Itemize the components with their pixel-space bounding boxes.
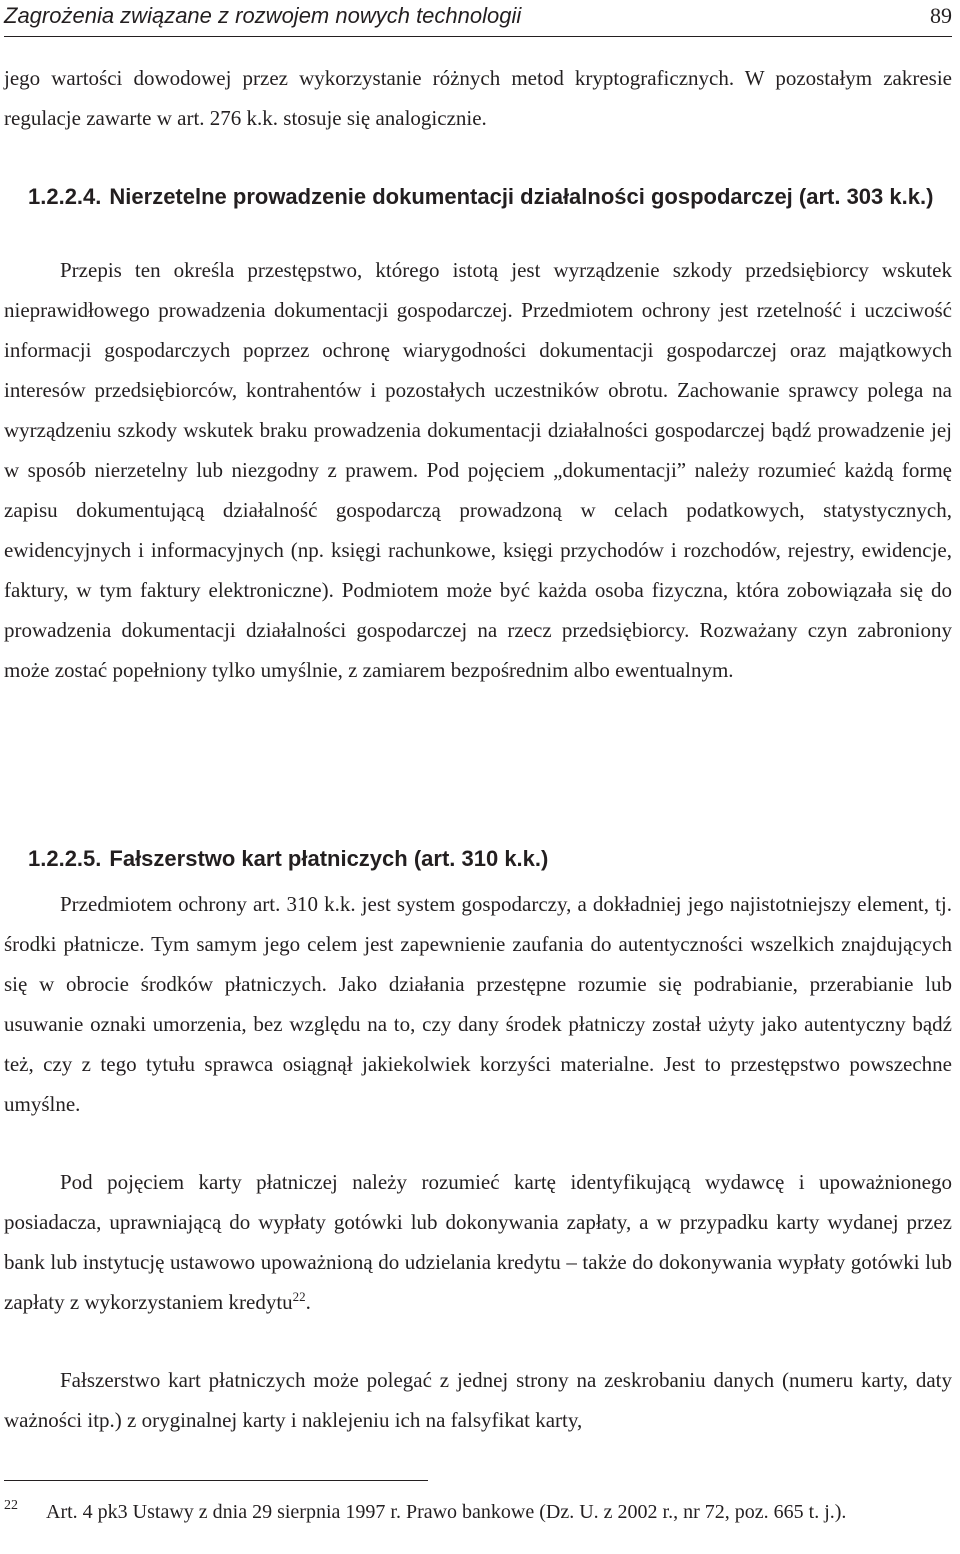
footnote-mark: 22	[4, 1498, 18, 1513]
paragraph-art-303: Przepis ten określa przestępstwo, którego istotą jest wyrządzenie szkody przedsiębiorcy wskutek nieprawidłowego prowadzenia dokumentacji gospodarczej. Przedmiotem ochrony jest rzetelność i uczciwość informacji gospodarczych poprzez ochronę wiarygodności dokumentacji gospodarczej oraz majątkowych interesów przedsiębiorców, kontrahentów i pozostałych uczestników obrotu. Zachowanie sprawcy polega na wyrządzeniu szkody wskutek braku prowadzenia dokumentacji działalności gospodarczej bądź prowadzenie jej w sposób nierzetelny lub niezgodny z prawem. Pod pojęciem „dokumentacji” należy rozumieć każdą formę zapisu dokumentującą działalność gospodarczą prowadzoną w celach podatkowych, statystycznych, ewidencyjnych i informacyjnych (np. księgi rachunkowe, księgi przychodów i rozchodów, rejestry, ewidencje, faktury, w tym faktury elektroniczne). Podmiotem może być każda osoba fizyczna, która zobowiązała się do prowadzenia dokumentacji działalności gospodarczej na rzecz przedsiębiorcy. Rozważany czyn zabroniony może zostać popełniony tylko umyślnie, z zamiarem bezpośrednim albo ewentualnym.	[4, 258, 952, 682]
paragraph-end: .	[305, 1290, 311, 1314]
section-title: Nierzetelne prowadzenie dokumentacji działalności gospodarczej (art. 303 k.k.)	[109, 184, 934, 209]
paragraph-payment-card-definition	[4, 1162, 952, 1322]
paragraph-art-310: Przedmiotem ochrony art. 310 k.k. jest system gospodarczy, a dokładniej jego najistotniejszy element, tj. środki płatnicze. Tym samym jego celem jest zapewnienie zaufania do autentyczności wszelkich znajdujących się w obrocie środków płatniczych. Jako działania przestępne rozumie się podrabianie, przerabianie lub usuwanie oznaki umorzenia, bez względu na to, czy dany środek płatniczy został użyty jako autentyczny bądź też, czy z tego tytułu sprawca osiągnął jakiekolwiek korzyści materialne. Jest to przestępstwo powszechne umyślne.	[4, 892, 952, 1116]
section-title: Fałszerstwo kart płatniczych (art. 310 k.k.)	[109, 846, 549, 871]
running-header	[4, 0, 952, 37]
section-number: 1.2.2.5.	[28, 846, 102, 871]
footnote-reference[interactable]: 22	[292, 1289, 306, 1304]
paragraph-text: Pod pojęciem karty płatniczej należy rozumieć kartę identyfikującą wydawcę i upoważnionego posiadacza, uprawniającą do wypłaty gotówki lub dokonywania zapłaty, a w przypadku karty wydanej przez bank lub instytucję ustawowo upoważnioną do udzielania kredytu – także do dokonywania wypłaty gotówki lub zapłaty z wykorzystaniem kredytu	[4, 1170, 952, 1314]
footnote-separator	[4, 1480, 428, 1481]
section-heading-1-2-2-5	[28, 840, 952, 878]
footnote-text: Art. 4 pk3 Ustawy z dnia 29 sierpnia 1997 r. Prawo bankowe (Dz. U. z 2002 r., nr 72, poz. 665 t. j.).	[46, 1501, 847, 1523]
section-heading-1-2-2-4	[28, 178, 952, 216]
paragraph-card-forgery: Fałszerstwo kart płatniczych może polegać z jednej strony na zeskrobaniu danych (numeru karty, daty ważności itp.) z oryginalnej karty i naklejeniu ich na falsyfikat karty,	[4, 1368, 952, 1432]
paragraph-continuation: jego wartości dowodowej przez wykorzystanie różnych metod kryptograficznych. W pozostałym zakresie regulacje zawarte w art. 276 k.k. stosuje się analogicznie.	[4, 66, 952, 130]
section-number: 1.2.2.4.	[28, 184, 102, 209]
page-number: 89	[930, 3, 952, 28]
running-title: Zagrożenia związane z rozwojem nowych technologii	[4, 3, 522, 28]
footnote-22	[4, 1498, 952, 1526]
